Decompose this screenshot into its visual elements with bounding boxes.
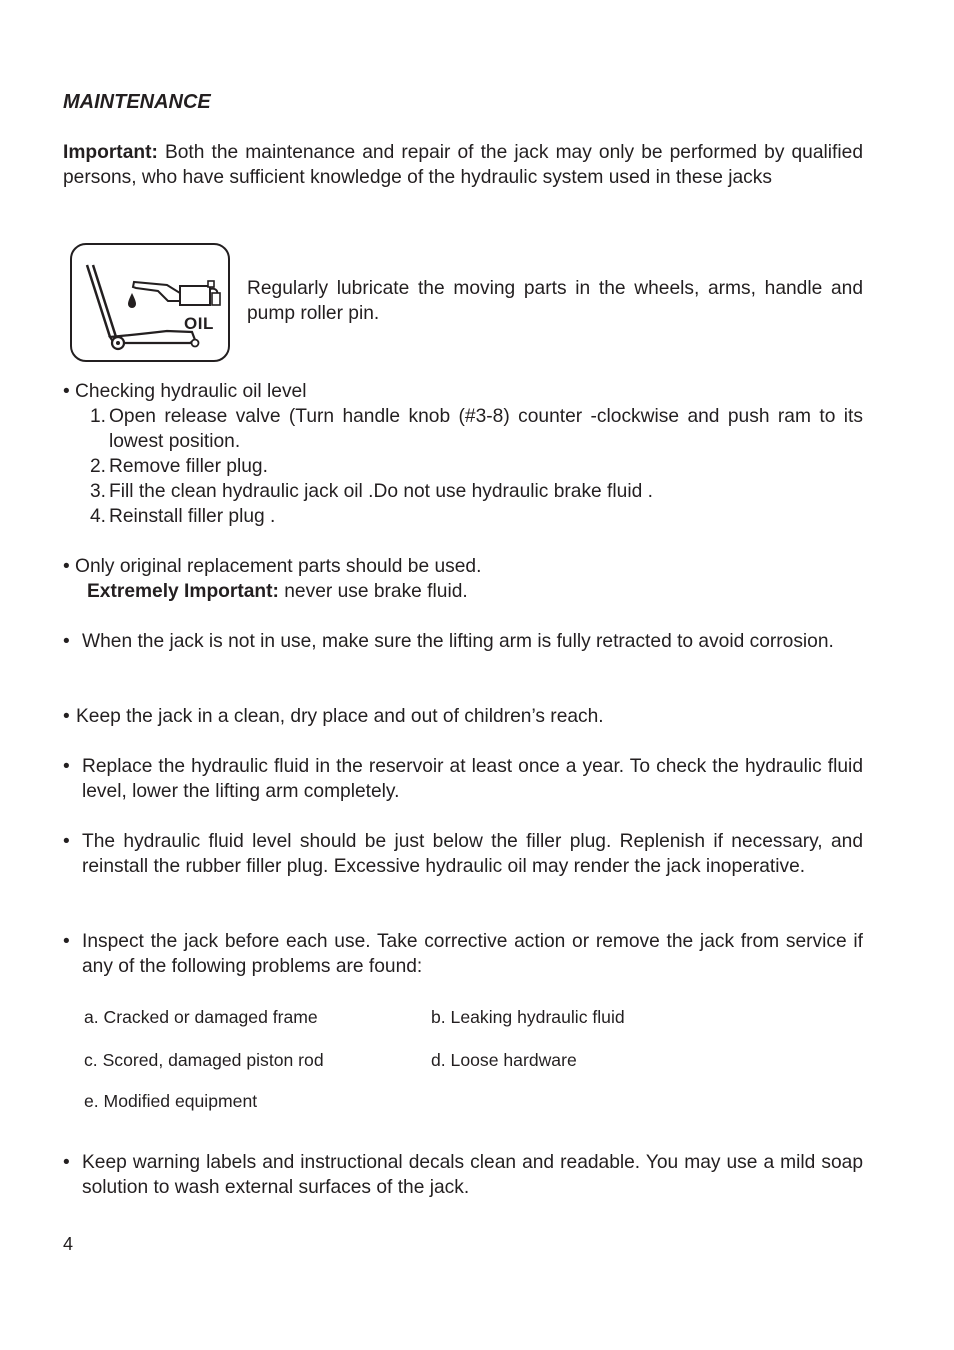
bullet-not-in-use xyxy=(63,629,863,654)
step-number: 4. xyxy=(90,506,107,527)
step-number: 2. xyxy=(90,456,107,477)
bullet-fluid-level xyxy=(63,829,863,879)
important-paragraph xyxy=(63,140,863,190)
list-item: e. Modified equipment xyxy=(84,1091,258,1111)
oil-label: OIL xyxy=(184,314,214,333)
important-label: Important: xyxy=(63,142,158,163)
list-item xyxy=(90,454,863,479)
bullet-dot: • xyxy=(63,831,70,852)
bullet-text: Replace the hydraulic fluid in the reservoir at least once a year. To check the hydraulic fluid level, lower the lifting arm completely. xyxy=(82,756,863,802)
list-item xyxy=(90,479,863,504)
bullet-text: Inspect the jack before each use. Take corrective action or remove the jack from service if any of the following problems are found: xyxy=(82,931,863,977)
jack-oil-drawing xyxy=(72,245,228,360)
bullet-dot: • xyxy=(63,706,70,727)
step-text: Fill the clean hydraulic jack oil .Do not use hydraulic brake fluid . xyxy=(109,481,653,502)
bullet-dot: • xyxy=(63,631,70,652)
step-text: Remove filler plug. xyxy=(109,456,268,477)
parts-paragraph xyxy=(63,554,863,604)
bullet-inspect xyxy=(63,929,863,979)
bullet-dot: • xyxy=(63,1152,70,1173)
parts-note xyxy=(63,579,863,604)
bullet-keep-clean xyxy=(63,704,863,729)
bullet-text: The hydraulic fluid level should be just below the filler plug. Replenish if necessary, and reinstall the rubber filler plug. Excessive hydraulic oil may render the jack inoperative. xyxy=(82,831,863,877)
lubricate-paragraph: Regularly lubricate the moving parts in the wheels, arms, handle and pump roller pin. xyxy=(247,278,863,324)
list-item: c. Scored, damaged piston rod xyxy=(84,1050,324,1070)
bullet-text: Keep warning labels and instructional decals clean and readable. You may use a mild soap solution to wash external surfaces of the jack. xyxy=(82,1152,863,1198)
list-item: a. Cracked or damaged frame xyxy=(84,1007,318,1027)
section-title: MAINTENANCE xyxy=(63,91,211,113)
parts-text: • Only original replacement parts should be used. xyxy=(63,556,482,577)
bullet-labels xyxy=(63,1150,863,1200)
step-number: 3. xyxy=(90,481,107,502)
bullet-dot: • xyxy=(63,756,70,777)
checking-steps xyxy=(90,404,863,529)
bullet-dot: • xyxy=(63,931,70,952)
checking-heading: • Checking hydraulic oil level xyxy=(63,381,307,402)
list-item xyxy=(90,404,863,454)
bullet-text: Keep the jack in a clean, dry place and out of children’s reach. xyxy=(76,706,604,727)
problems-list xyxy=(84,1006,844,1116)
step-text: Reinstall filler plug . xyxy=(109,506,276,527)
extremely-important-label: Extremely Important: xyxy=(87,581,279,602)
step-number: 1. xyxy=(90,406,107,427)
page-number: 4 xyxy=(63,1234,74,1254)
oil-jack-icon xyxy=(70,243,230,362)
list-item: d. Loose hardware xyxy=(431,1050,577,1070)
brake-fluid-note: never use brake fluid. xyxy=(278,581,468,602)
list-item: b. Leaking hydraulic fluid xyxy=(431,1007,625,1027)
bullet-replace-fluid xyxy=(63,754,863,804)
list-item xyxy=(90,504,863,529)
bullet-text: When the jack is not in use, make sure the lifting arm is fully retracted to avoid corrosion. xyxy=(82,631,834,652)
important-text: Both the maintenance and repair of the jack may only be performed by qualified persons, who have sufficient knowledge of the hydraulic system used in these jacks xyxy=(63,142,863,188)
step-text: Open release valve (Turn handle knob (#3-8) counter -clockwise and push ram to its lowest position. xyxy=(109,406,863,452)
